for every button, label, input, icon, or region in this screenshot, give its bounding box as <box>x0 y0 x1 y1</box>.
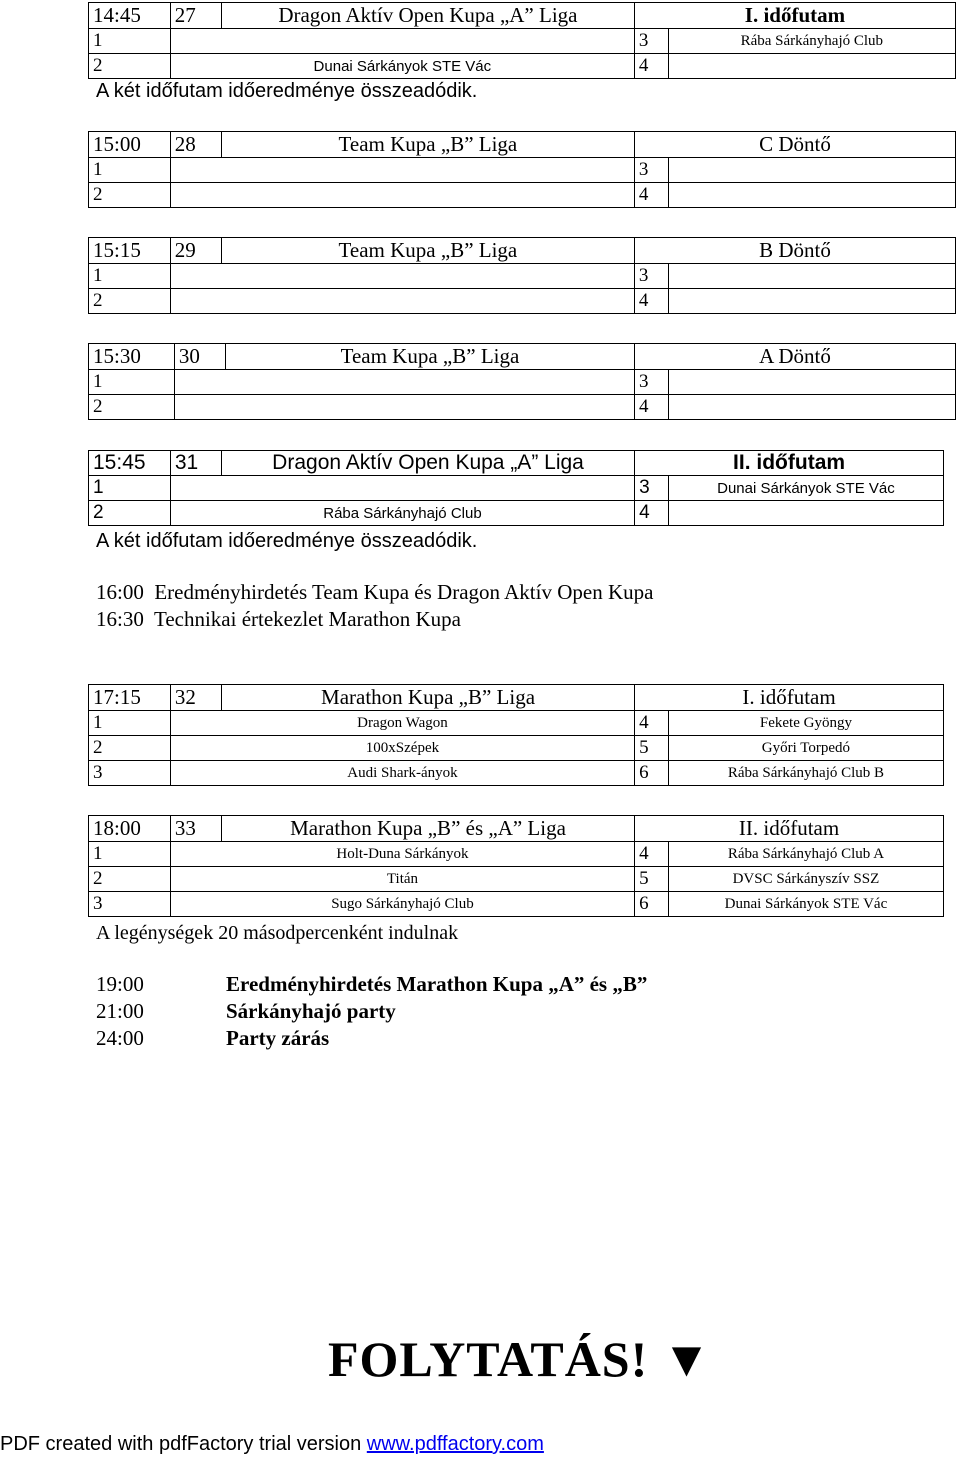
race-number: 33 <box>170 816 221 842</box>
lane-row <box>89 736 944 761</box>
crew-name <box>668 158 955 183</box>
race-number: 28 <box>170 132 221 158</box>
lane-number: 5 <box>635 867 669 892</box>
crew-name: Dunai Sárkányok STE Vác <box>668 476 943 501</box>
lane-row <box>89 395 956 420</box>
race-table <box>88 131 956 208</box>
race-32-block <box>88 684 944 786</box>
race-header-row <box>89 685 944 711</box>
race-title: Marathon Kupa „B” Liga <box>221 685 634 711</box>
crew-name <box>170 289 634 314</box>
race-title: Team Kupa „B” Liga <box>225 344 634 370</box>
lane-number: 2 <box>89 736 171 761</box>
race-header-row <box>89 816 944 842</box>
race-30-block <box>88 343 956 420</box>
lane-row <box>89 289 956 314</box>
lane-number: 4 <box>635 501 669 526</box>
race-time: 17:15 <box>89 685 171 711</box>
race-number: 30 <box>174 344 225 370</box>
race-time: 18:00 <box>89 816 171 842</box>
race-33-block <box>88 815 944 917</box>
crew-name <box>174 370 634 395</box>
lane-number: 1 <box>89 158 171 183</box>
race-table <box>88 343 956 420</box>
crew-name <box>668 289 955 314</box>
lane-number: 4 <box>634 54 668 79</box>
lane-number: 4 <box>634 395 668 420</box>
crew-name: Dunai Sárkányok STE Vác <box>668 892 943 917</box>
lane-number: 3 <box>634 29 668 54</box>
crew-name <box>170 476 634 501</box>
race-table <box>88 684 944 786</box>
crew-name: Dunai Sárkányok STE Vác <box>170 54 634 79</box>
crew-name <box>174 395 634 420</box>
schedule-text: Eredményhirdetés Marathon Kupa „A” és „B” <box>226 972 648 996</box>
race-heat: I. időfutam <box>635 685 944 711</box>
schedule-text: Sárkányhajó party <box>226 999 396 1023</box>
schedule-text: Technikai értekezlet Marathon Kupa <box>153 607 461 631</box>
race-heat: II. időfutam <box>635 451 944 476</box>
race-note: A legénységek 20 másodpercenként indulnak <box>96 922 459 944</box>
race-heat: B Döntő <box>634 238 955 264</box>
race-number: 32 <box>170 685 221 711</box>
lane-number: 3 <box>89 761 171 786</box>
schedule-line <box>96 972 647 997</box>
lane-number: 3 <box>634 370 668 395</box>
schedule-time: 16:30 <box>96 607 144 631</box>
lane-number: 4 <box>635 842 669 867</box>
race-time: 15:45 <box>89 451 171 476</box>
lane-row <box>89 29 956 54</box>
schedule-text: Party zárás <box>226 1026 330 1050</box>
crew-name <box>668 264 955 289</box>
crew-name <box>668 501 943 526</box>
continuation-label: FOLYTATÁS! ▼ <box>328 1331 713 1387</box>
race-header-row <box>89 451 944 476</box>
race-27-block <box>88 2 956 79</box>
lane-number: 3 <box>634 264 668 289</box>
footer-link[interactable]: www.pdffactory.com <box>366 1433 544 1455</box>
lane-row <box>89 183 956 208</box>
race-title: Team Kupa „B” Liga <box>221 132 634 158</box>
lane-number: 2 <box>89 867 171 892</box>
race-header-row <box>89 344 956 370</box>
lane-number: 2 <box>89 289 171 314</box>
lane-row <box>89 842 944 867</box>
lane-row <box>89 264 956 289</box>
lane-number: 3 <box>89 892 171 917</box>
race-time: 15:15 <box>89 238 171 264</box>
race-title: Marathon Kupa „B” és „A” Liga <box>221 816 634 842</box>
lane-number: 2 <box>89 183 171 208</box>
race-table <box>88 450 944 526</box>
race-note: A két időfutam időeredménye összeadódik. <box>96 80 478 102</box>
race-number: 27 <box>170 3 221 29</box>
race-time: 14:45 <box>89 3 171 29</box>
race-table <box>88 815 944 917</box>
crew-name: Rába Sárkányhajó Club <box>668 29 955 54</box>
schedule-time: 21:00 <box>96 999 144 1023</box>
crew-name: Sugo Sárkányhajó Club <box>170 892 634 917</box>
lane-row <box>89 158 956 183</box>
race-heat: I. időfutam <box>634 3 955 29</box>
crew-name <box>170 264 634 289</box>
schedule-line <box>96 999 396 1024</box>
schedule-time: 19:00 <box>96 972 144 996</box>
schedule-line <box>96 607 461 632</box>
race-number: 31 <box>170 451 221 476</box>
lane-number: 6 <box>635 892 669 917</box>
race-heat: II. időfutam <box>635 816 944 842</box>
footer-text: PDF created with pdfFactory trial version <box>0 1433 367 1455</box>
lane-row <box>89 501 944 526</box>
race-title: Team Kupa „B” Liga <box>221 238 634 264</box>
race-28-block <box>88 131 956 208</box>
lane-number: 3 <box>635 476 669 501</box>
lane-number: 1 <box>89 842 171 867</box>
lane-number: 1 <box>89 711 171 736</box>
lane-number: 4 <box>634 183 668 208</box>
lane-number: 3 <box>634 158 668 183</box>
race-number: 29 <box>170 238 221 264</box>
crew-name <box>668 395 955 420</box>
crew-name <box>170 183 634 208</box>
lane-number: 2 <box>89 501 171 526</box>
race-time: 15:00 <box>89 132 171 158</box>
lane-row <box>89 761 944 786</box>
race-time: 15:30 <box>89 344 175 370</box>
lane-number: 2 <box>89 54 171 79</box>
lane-number: 1 <box>89 370 175 395</box>
lane-row <box>89 476 944 501</box>
schedule-time: 16:00 <box>96 580 144 604</box>
race-heat: C Döntő <box>634 132 955 158</box>
race-table <box>88 2 956 79</box>
crew-name <box>170 29 634 54</box>
crew-name: Rába Sárkányhajó Club <box>170 501 634 526</box>
race-title: Dragon Aktív Open Kupa „A” Liga <box>221 451 634 476</box>
lane-number: 1 <box>89 264 171 289</box>
race-31-block <box>88 450 944 526</box>
crew-name: Holt-Duna Sárkányok <box>170 842 634 867</box>
race-note: A két időfutam időeredménye összeadódik. <box>96 530 478 552</box>
crew-name <box>170 158 634 183</box>
crew-name: Rába Sárkányhajó Club B <box>668 761 943 786</box>
lane-row <box>89 892 944 917</box>
crew-name: Fekete Gyöngy <box>668 711 943 736</box>
crew-name <box>668 370 955 395</box>
crew-name: Dragon Wagon <box>170 711 634 736</box>
race-heat: A Döntő <box>634 344 955 370</box>
lane-row <box>89 711 944 736</box>
crew-name <box>668 183 955 208</box>
lane-number: 5 <box>635 736 669 761</box>
crew-name <box>668 54 955 79</box>
crew-name: DVSC Sárkányszív SSZ <box>668 867 943 892</box>
race-29-block <box>88 237 956 314</box>
race-header-row <box>89 132 956 158</box>
lane-row <box>89 54 956 79</box>
lane-row <box>89 370 956 395</box>
lane-number: 6 <box>635 761 669 786</box>
race-header-row <box>89 3 956 29</box>
race-table <box>88 237 956 314</box>
schedule-time: 24:00 <box>96 1026 144 1050</box>
lane-number: 1 <box>89 476 171 501</box>
race-header-row <box>89 238 956 264</box>
race-title: Dragon Aktív Open Kupa „A” Liga <box>221 3 634 29</box>
lane-number: 4 <box>635 711 669 736</box>
crew-name: Rába Sárkányhajó Club A <box>668 842 943 867</box>
lane-number: 1 <box>89 29 171 54</box>
pdf-footer <box>0 1433 544 1456</box>
schedule-line <box>96 1026 329 1051</box>
crew-name: Audi Shark-ányok <box>170 761 634 786</box>
lane-number: 4 <box>634 289 668 314</box>
lane-number: 2 <box>89 395 175 420</box>
lane-row <box>89 867 944 892</box>
crew-name: Győri Torpedó <box>668 736 943 761</box>
crew-name: Titán <box>170 867 634 892</box>
schedule-text: Eredményhirdetés Team Kupa és Dragon Aktív Open Kupa <box>154 580 654 604</box>
schedule-line <box>96 580 653 605</box>
crew-name: 100xSzépek <box>170 736 634 761</box>
